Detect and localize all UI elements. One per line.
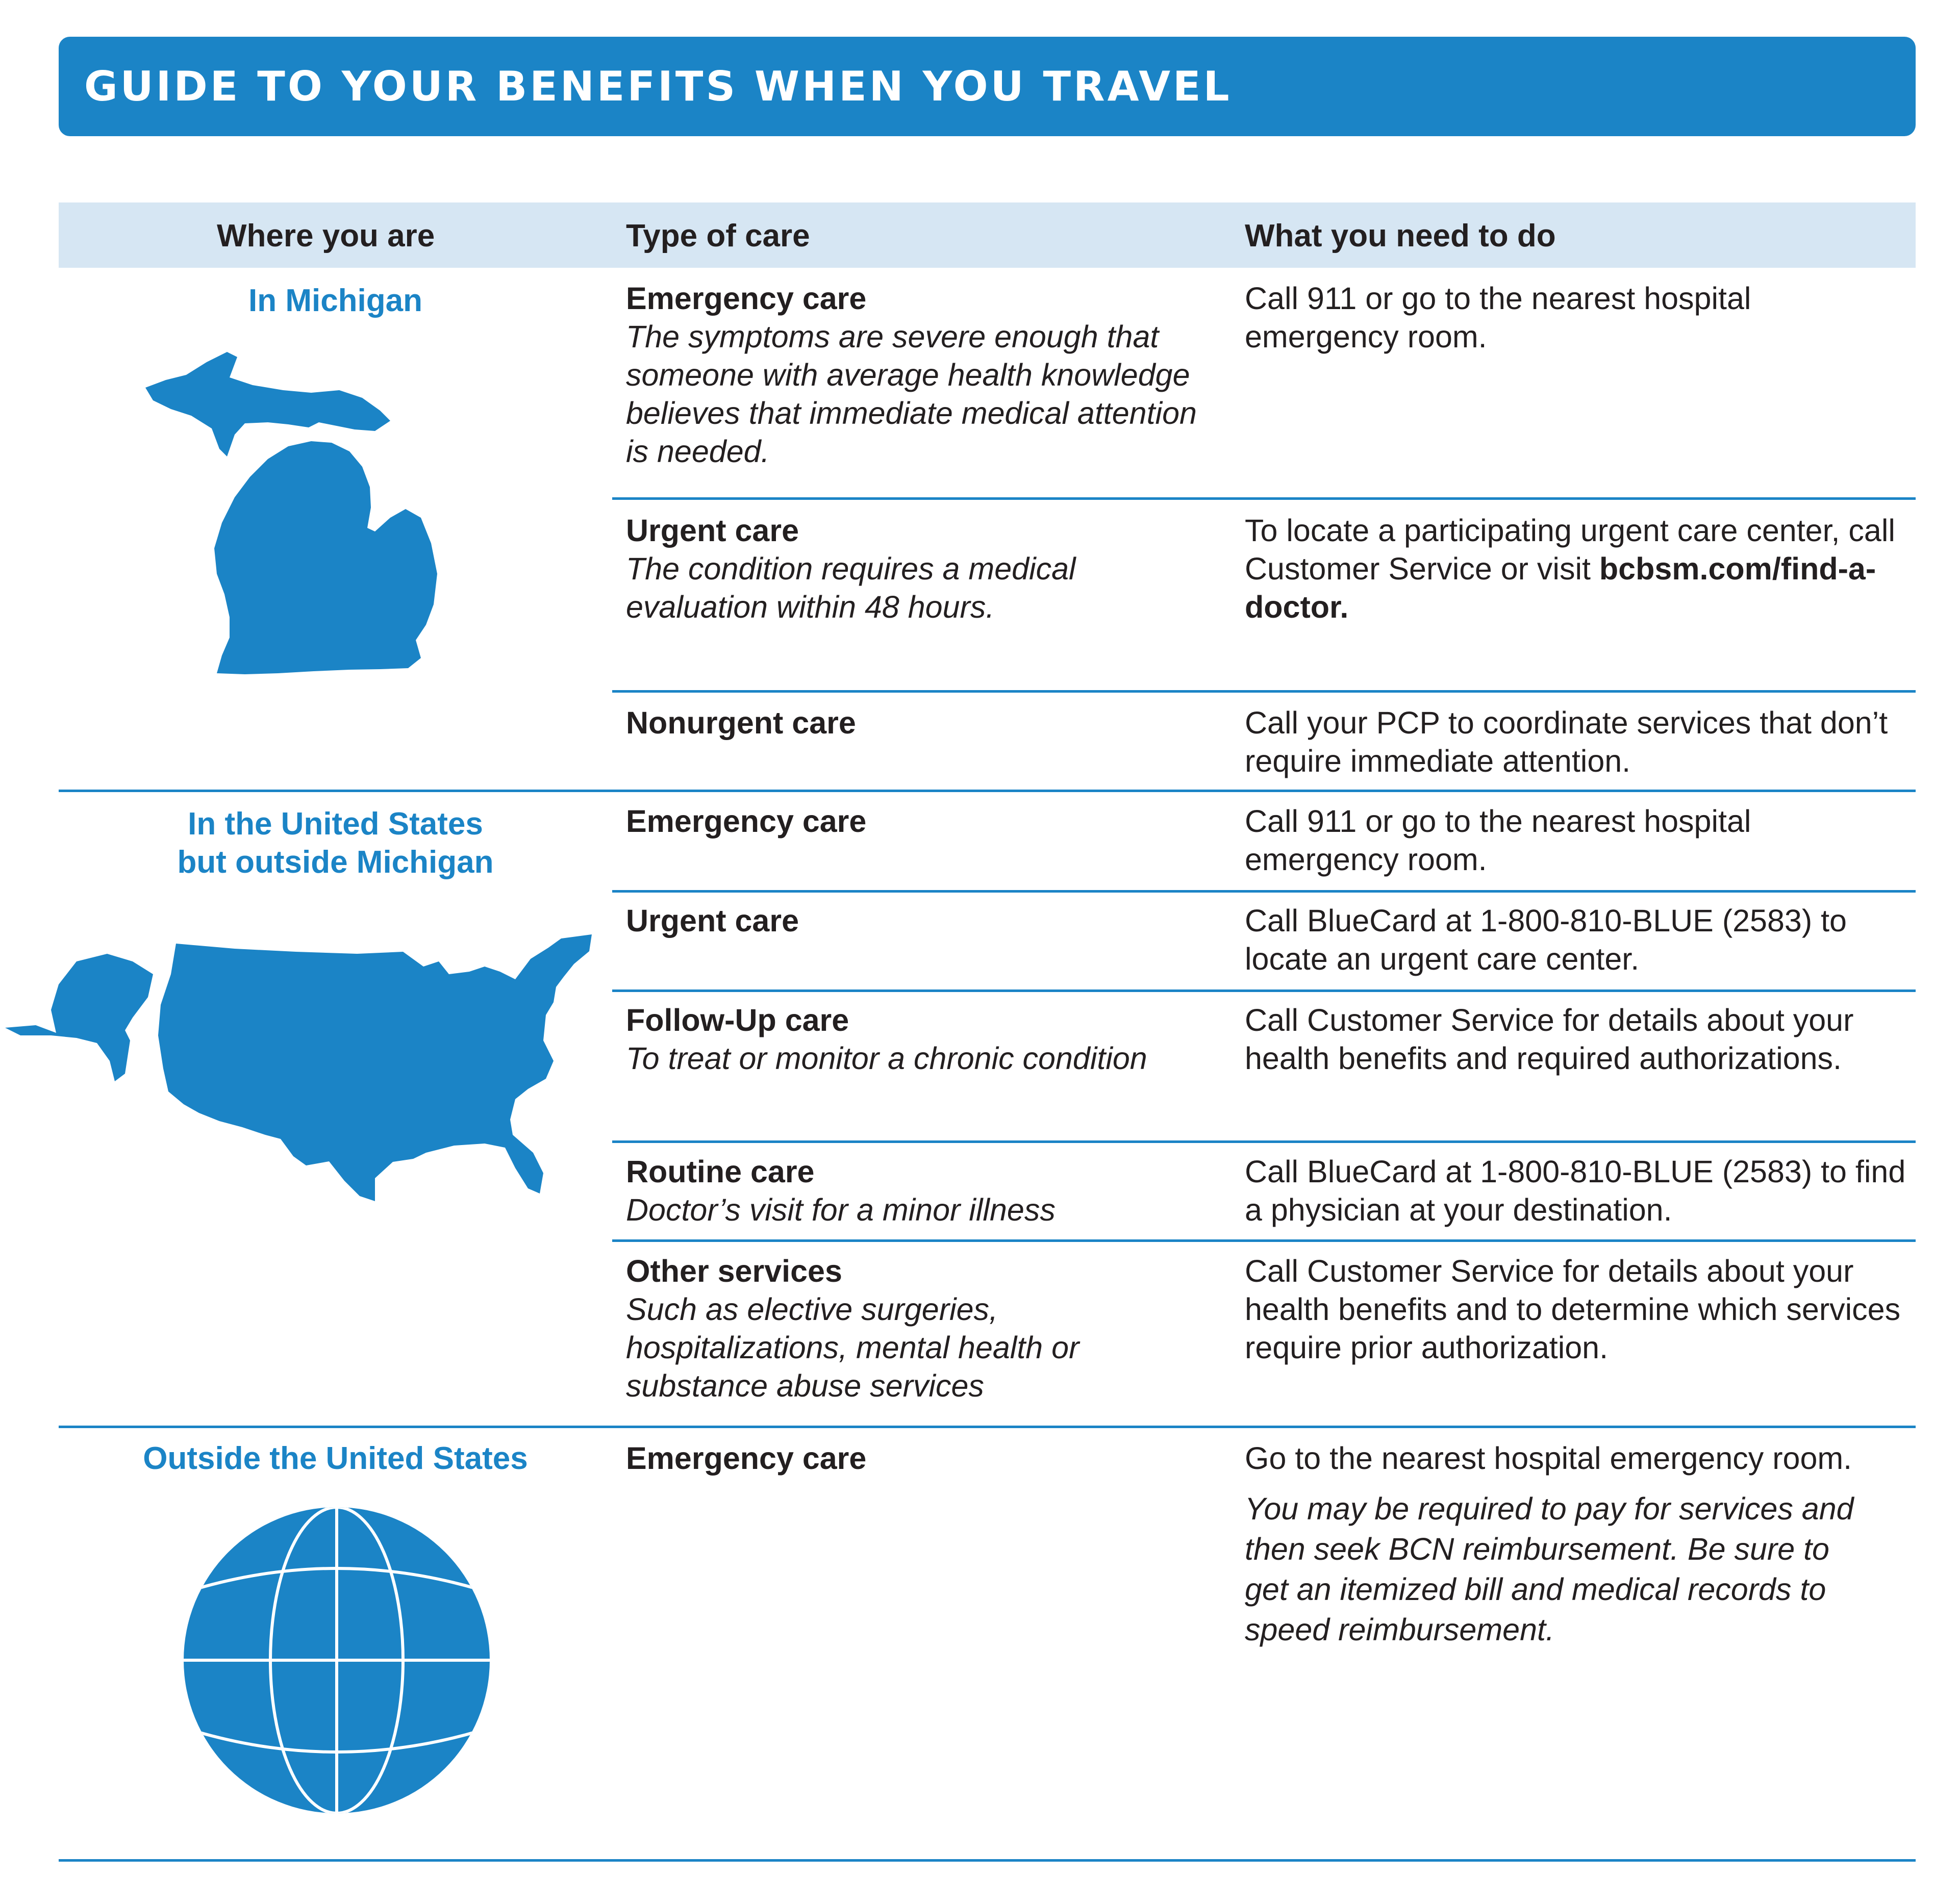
- care-title: Urgent care: [626, 903, 799, 938]
- care-title: Routine care: [626, 1154, 815, 1189]
- care-cell: [626, 802, 1213, 841]
- todo-cell: [1245, 1001, 1913, 1078]
- row-divider: [612, 1140, 1916, 1143]
- care-description: The condition requires a medical evaluation within 48 hours.: [626, 551, 1076, 624]
- find-a-doctor-link[interactable]: bcbsm.com/find-a-doctor.: [1245, 551, 1876, 624]
- region-label-line: but outside Michigan: [177, 845, 494, 880]
- care-description: Such as elective surgeries, hospitalizations, mental health or substance abuse services: [626, 1292, 1079, 1403]
- care-cell: [626, 280, 1213, 471]
- usa-map-icon: [0, 933, 612, 1219]
- row-divider: [612, 690, 1916, 693]
- todo-cell: [1245, 1439, 1857, 1650]
- care-description: Doctor’s visit for a minor illness: [626, 1192, 1056, 1227]
- care-cell: [626, 1001, 1213, 1078]
- section-divider: [59, 1426, 1916, 1428]
- care-cell: [626, 704, 1213, 742]
- row-divider: [612, 989, 1916, 992]
- todo-cell: [1245, 1252, 1913, 1367]
- todo-cell: [1245, 902, 1913, 978]
- todo-text: Call BlueCard at 1-800-810-BLUE (2583) to find a physician at your destination.: [1245, 1154, 1906, 1227]
- care-cell: [626, 1153, 1213, 1229]
- reimbursement-note: You may be required to pay for services and then seek BCN reimbursement. Be sure to get an itemized bill and medical records to speed reimbursement.: [1245, 1491, 1854, 1647]
- todo-cell: [1245, 512, 1913, 626]
- care-title: Emergency care: [626, 1441, 867, 1476]
- todo-cell: [1245, 1153, 1913, 1229]
- column-header-todo: What you need to do: [1245, 218, 1556, 253]
- care-cell: [626, 512, 1213, 626]
- michigan-map-icon: [135, 342, 441, 709]
- row-divider: [612, 1239, 1916, 1242]
- care-title: Other services: [626, 1254, 842, 1288]
- todo-text: Call your PCP to coordinate services that don’t require immediate attention.: [1245, 705, 1888, 778]
- page-banner: [59, 37, 1916, 136]
- care-title: Emergency care: [626, 281, 867, 316]
- care-description: To treat or monitor a chronic condition: [626, 1041, 1147, 1076]
- table-bottom-rule: [59, 1859, 1916, 1862]
- care-description: The symptoms are severe enough that someone with average health knowledge believes that immediate medical attention is needed.: [626, 319, 1197, 469]
- column-header-type: Type of care: [626, 218, 810, 253]
- row-divider: [612, 890, 1916, 893]
- region-label-us: [59, 805, 612, 881]
- todo-cell: [1245, 704, 1913, 780]
- todo-text: Call Customer Service for details about your health benefits and required authorizations.: [1245, 1003, 1854, 1076]
- region-label-line: In the United States: [188, 806, 483, 842]
- todo-cell: [1245, 280, 1913, 356]
- row-divider: [612, 497, 1916, 500]
- region-label-michigan: In Michigan: [248, 283, 422, 318]
- care-title: Follow-Up care: [626, 1003, 849, 1037]
- todo-text: Go to the nearest hospital emergency room.: [1245, 1441, 1852, 1476]
- todo-text: Call 911 or go to the nearest hospital emergency room.: [1245, 804, 1751, 877]
- todo-text: Call BlueCard at 1-800-810-BLUE (2583) to locate an urgent care center.: [1245, 903, 1847, 976]
- care-cell: [626, 902, 1213, 940]
- care-title: Nonurgent care: [626, 705, 856, 740]
- section-divider: [59, 790, 1916, 792]
- todo-text: To locate a participating urgent care center, call Customer Service or visit: [1245, 513, 1895, 586]
- care-cell: [626, 1252, 1085, 1405]
- care-cell: [626, 1439, 1213, 1478]
- care-title: Emergency care: [626, 804, 867, 839]
- column-header-where: Where you are: [217, 218, 435, 253]
- care-title: Urgent care: [626, 513, 799, 548]
- region-label-outside-us: Outside the United States: [143, 1441, 528, 1476]
- todo-text: Call 911 or go to the nearest hospital emergency room.: [1245, 281, 1751, 354]
- page-title: GUIDE TO YOUR BENEFITS WHEN YOU TRAVEL: [84, 63, 1232, 110]
- todo-text: Call Customer Service for details about your health benefits and to determine which services require prior authorization.: [1245, 1254, 1901, 1365]
- todo-cell: [1245, 802, 1913, 879]
- globe-icon: [181, 1505, 492, 1816]
